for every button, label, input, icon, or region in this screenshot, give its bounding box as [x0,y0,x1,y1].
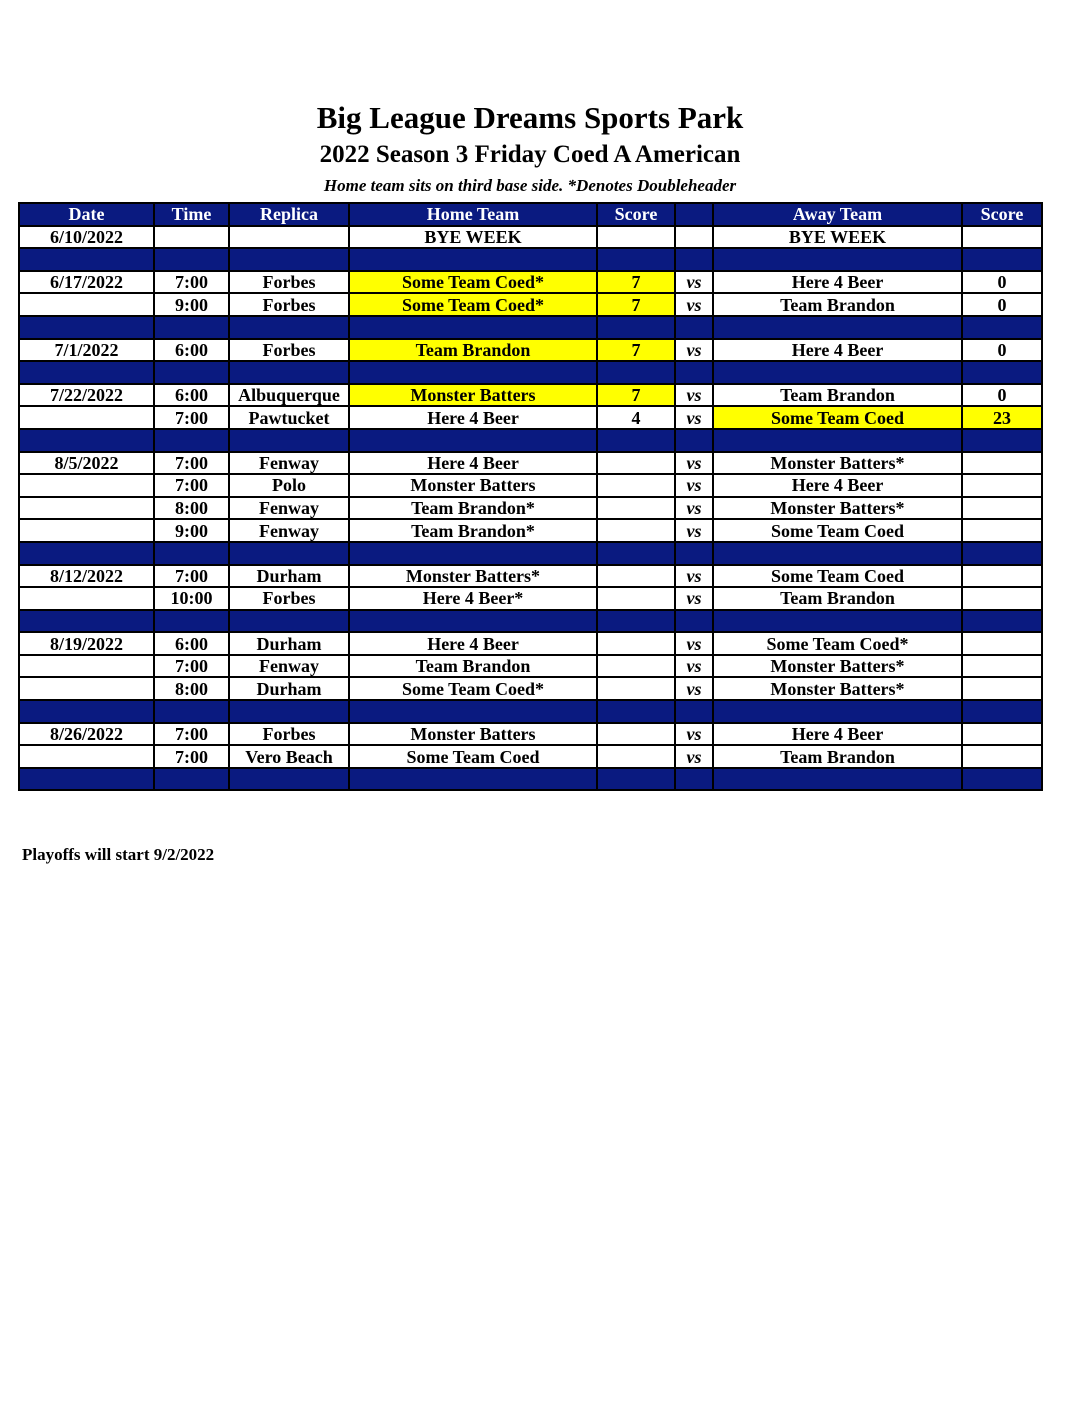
away-score-cell: 23 [962,406,1042,429]
separator-row [19,542,1042,565]
replica-cell: Albuquerque [229,384,349,407]
home-team-cell: Team Brandon [349,655,597,678]
replica-cell: Forbes [229,271,349,294]
vs-cell: vs [675,384,713,407]
table-row [19,745,1042,768]
table-row [19,384,1042,407]
separator-cell [349,361,597,384]
separator-row [19,610,1042,633]
separator-cell [19,768,154,791]
separator-cell [597,700,675,723]
schedule-body [19,226,1042,791]
table-row [19,497,1042,520]
separator-cell [713,700,962,723]
time-cell: 8:00 [154,677,229,700]
time-cell: 7:00 [154,723,229,746]
time-cell: 10:00 [154,587,229,610]
vs-cell: vs [675,293,713,316]
date-cell: 6/10/2022 [19,226,154,249]
away-score-cell [962,452,1042,475]
separator-cell [713,542,962,565]
replica-cell: Durham [229,677,349,700]
away-score-cell [962,226,1042,249]
separator-cell [19,316,154,339]
separator-cell [597,361,675,384]
home-score-cell [597,519,675,542]
separator-row [19,248,1042,271]
table-row [19,293,1042,316]
home-score-cell [597,632,675,655]
table-row [19,452,1042,475]
home-team-cell: Here 4 Beer* [349,587,597,610]
date-cell [19,655,154,678]
time-cell: 9:00 [154,519,229,542]
home-team-cell: Monster Batters [349,384,597,407]
separator-cell [154,700,229,723]
separator-cell [962,700,1042,723]
away-team-cell: Here 4 Beer [713,271,962,294]
vs-cell: vs [675,655,713,678]
date-cell: 8/5/2022 [19,452,154,475]
schedule-table [18,202,1043,791]
home-score-cell [597,565,675,588]
separator-cell [962,768,1042,791]
home-score-cell: 7 [597,339,675,362]
replica-cell: Forbes [229,723,349,746]
separator-cell [597,429,675,452]
table-row [19,271,1042,294]
replica-cell: Forbes [229,339,349,362]
home-team-cell: BYE WEEK [349,226,597,249]
home-score-cell [597,474,675,497]
away-score-cell [962,474,1042,497]
away-score-cell [962,587,1042,610]
vs-cell: vs [675,406,713,429]
col-header-home-score: Score [597,203,675,226]
separator-cell [962,248,1042,271]
table-row [19,226,1042,249]
separator-row [19,316,1042,339]
separator-cell [675,248,713,271]
table-header-row [19,203,1042,226]
vs-cell: vs [675,745,713,768]
away-team-cell: Here 4 Beer [713,339,962,362]
away-team-cell: Monster Batters* [713,677,962,700]
date-cell [19,497,154,520]
date-cell: 6/17/2022 [19,271,154,294]
home-score-cell [597,723,675,746]
home-score-cell [597,497,675,520]
separator-cell [154,429,229,452]
replica-cell: Forbes [229,587,349,610]
replica-cell: Vero Beach [229,745,349,768]
col-header-vs [675,203,713,226]
away-team-cell: Monster Batters* [713,655,962,678]
time-cell: 6:00 [154,632,229,655]
vs-cell: vs [675,565,713,588]
separator-cell [713,361,962,384]
replica-cell: Polo [229,474,349,497]
separator-cell [962,542,1042,565]
date-cell: 8/19/2022 [19,632,154,655]
table-row [19,632,1042,655]
page-subtitle: 2022 Season 3 Friday Coed A American [319,141,741,168]
home-team-cell: Some Team Coed [349,745,597,768]
date-cell: 7/22/2022 [19,384,154,407]
separator-cell [713,610,962,633]
date-cell: 8/12/2022 [19,565,154,588]
home-score-cell: 7 [597,293,675,316]
table-row [19,655,1042,678]
vs-cell: vs [675,497,713,520]
separator-cell [675,542,713,565]
separator-cell [597,316,675,339]
separator-cell [229,248,349,271]
table-row [19,565,1042,588]
table-row [19,519,1042,542]
separator-row [19,361,1042,384]
date-cell: 7/1/2022 [19,339,154,362]
vs-cell: vs [675,271,713,294]
col-header-away-team: Away Team [713,203,962,226]
separator-cell [19,429,154,452]
separator-cell [962,610,1042,633]
away-team-cell: Here 4 Beer [713,474,962,497]
separator-cell [713,768,962,791]
separator-cell [19,610,154,633]
home-score-cell: 7 [597,384,675,407]
time-cell: 7:00 [154,565,229,588]
away-score-cell: 0 [962,339,1042,362]
col-header-time: Time [154,203,229,226]
separator-cell [19,248,154,271]
away-team-cell: Some Team Coed [713,406,962,429]
separator-cell [154,610,229,633]
away-score-cell [962,677,1042,700]
table-row [19,677,1042,700]
away-score-cell: 0 [962,293,1042,316]
time-cell: 9:00 [154,293,229,316]
home-team-cell: Monster Batters* [349,565,597,588]
vs-cell: vs [675,339,713,362]
col-header-home-team: Home Team [349,203,597,226]
away-score-cell [962,655,1042,678]
replica-cell: Durham [229,565,349,588]
separator-cell [229,768,349,791]
date-cell [19,677,154,700]
home-score-cell: 7 [597,271,675,294]
replica-cell: Fenway [229,497,349,520]
time-cell: 7:00 [154,655,229,678]
away-team-cell: BYE WEEK [713,226,962,249]
time-cell: 7:00 [154,406,229,429]
away-score-cell [962,745,1042,768]
home-score-cell [597,226,675,249]
away-score-cell: 0 [962,271,1042,294]
away-team-cell: Monster Batters* [713,452,962,475]
away-score-cell [962,565,1042,588]
home-score-cell [597,655,675,678]
separator-cell [675,610,713,633]
schedule-note: Home team sits on third base side. *Denotes Doubleheader [323,176,737,195]
away-team-cell: Here 4 Beer [713,723,962,746]
col-header-date: Date [19,203,154,226]
time-cell: 8:00 [154,497,229,520]
separator-cell [19,361,154,384]
away-score-cell [962,723,1042,746]
vs-cell: vs [675,632,713,655]
separator-cell [154,768,229,791]
home-team-cell: Monster Batters [349,723,597,746]
vs-cell [675,226,713,249]
separator-row [19,768,1042,791]
replica-cell: Fenway [229,519,349,542]
separator-cell [962,316,1042,339]
vs-cell: vs [675,677,713,700]
away-team-cell: Some Team Coed [713,519,962,542]
separator-cell [597,768,675,791]
away-team-cell: Monster Batters* [713,497,962,520]
separator-cell [713,316,962,339]
time-cell: 7:00 [154,745,229,768]
home-score-cell: 4 [597,406,675,429]
playoffs-note: Playoffs will start 9/2/2022 [22,845,215,864]
separator-cell [154,316,229,339]
date-cell [19,406,154,429]
home-team-cell: Some Team Coed* [349,677,597,700]
time-cell: 7:00 [154,452,229,475]
replica-cell: Pawtucket [229,406,349,429]
away-score-cell [962,632,1042,655]
separator-row [19,700,1042,723]
separator-cell [349,700,597,723]
vs-cell: vs [675,474,713,497]
vs-cell: vs [675,452,713,475]
replica-cell: Fenway [229,655,349,678]
away-team-cell: Some Team Coed [713,565,962,588]
date-cell [19,474,154,497]
home-score-cell [597,677,675,700]
away-team-cell: Team Brandon [713,293,962,316]
home-team-cell: Here 4 Beer [349,406,597,429]
time-cell: 6:00 [154,339,229,362]
away-team-cell: Team Brandon [713,587,962,610]
home-team-cell: Here 4 Beer [349,632,597,655]
separator-cell [962,361,1042,384]
separator-cell [597,542,675,565]
vs-cell: vs [675,587,713,610]
separator-cell [229,542,349,565]
separator-cell [154,361,229,384]
table-row [19,474,1042,497]
away-team-cell: Team Brandon [713,745,962,768]
home-team-cell: Team Brandon* [349,519,597,542]
separator-cell [675,361,713,384]
separator-cell [675,700,713,723]
separator-cell [349,542,597,565]
separator-cell [349,248,597,271]
separator-cell [597,610,675,633]
separator-cell [675,768,713,791]
col-header-replica: Replica [229,203,349,226]
home-score-cell [597,452,675,475]
separator-row [19,429,1042,452]
away-score-cell: 0 [962,384,1042,407]
separator-cell [349,610,597,633]
separator-cell [675,316,713,339]
separator-cell [713,248,962,271]
separator-cell [229,700,349,723]
home-team-cell: Some Team Coed* [349,271,597,294]
separator-cell [675,429,713,452]
separator-cell [349,768,597,791]
home-score-cell [597,745,675,768]
replica-cell [229,226,349,249]
vs-cell: vs [675,519,713,542]
separator-cell [349,429,597,452]
page-title: Big League Dreams Sports Park [316,100,744,135]
away-team-cell: Some Team Coed* [713,632,962,655]
time-cell [154,226,229,249]
away-score-cell [962,497,1042,520]
home-team-cell: Here 4 Beer [349,452,597,475]
home-score-cell [597,587,675,610]
date-cell [19,293,154,316]
separator-cell [962,429,1042,452]
date-cell [19,745,154,768]
vs-cell: vs [675,723,713,746]
home-team-cell: Team Brandon [349,339,597,362]
home-team-cell: Team Brandon* [349,497,597,520]
time-cell: 7:00 [154,474,229,497]
date-cell [19,519,154,542]
away-score-cell [962,519,1042,542]
table-row [19,339,1042,362]
separator-cell [597,248,675,271]
separator-cell [19,700,154,723]
separator-cell [229,610,349,633]
col-header-away-score: Score [962,203,1042,226]
date-cell: 8/26/2022 [19,723,154,746]
separator-cell [229,316,349,339]
time-cell: 6:00 [154,384,229,407]
separator-cell [229,429,349,452]
table-row [19,587,1042,610]
table-row [19,406,1042,429]
separator-cell [229,361,349,384]
replica-cell: Forbes [229,293,349,316]
separator-cell [154,248,229,271]
separator-cell [713,429,962,452]
date-cell [19,587,154,610]
home-team-cell: Monster Batters [349,474,597,497]
separator-cell [154,542,229,565]
replica-cell: Fenway [229,452,349,475]
away-team-cell: Team Brandon [713,384,962,407]
separator-cell [349,316,597,339]
separator-cell [19,542,154,565]
home-team-cell: Some Team Coed* [349,293,597,316]
time-cell: 7:00 [154,271,229,294]
replica-cell: Durham [229,632,349,655]
table-row [19,723,1042,746]
